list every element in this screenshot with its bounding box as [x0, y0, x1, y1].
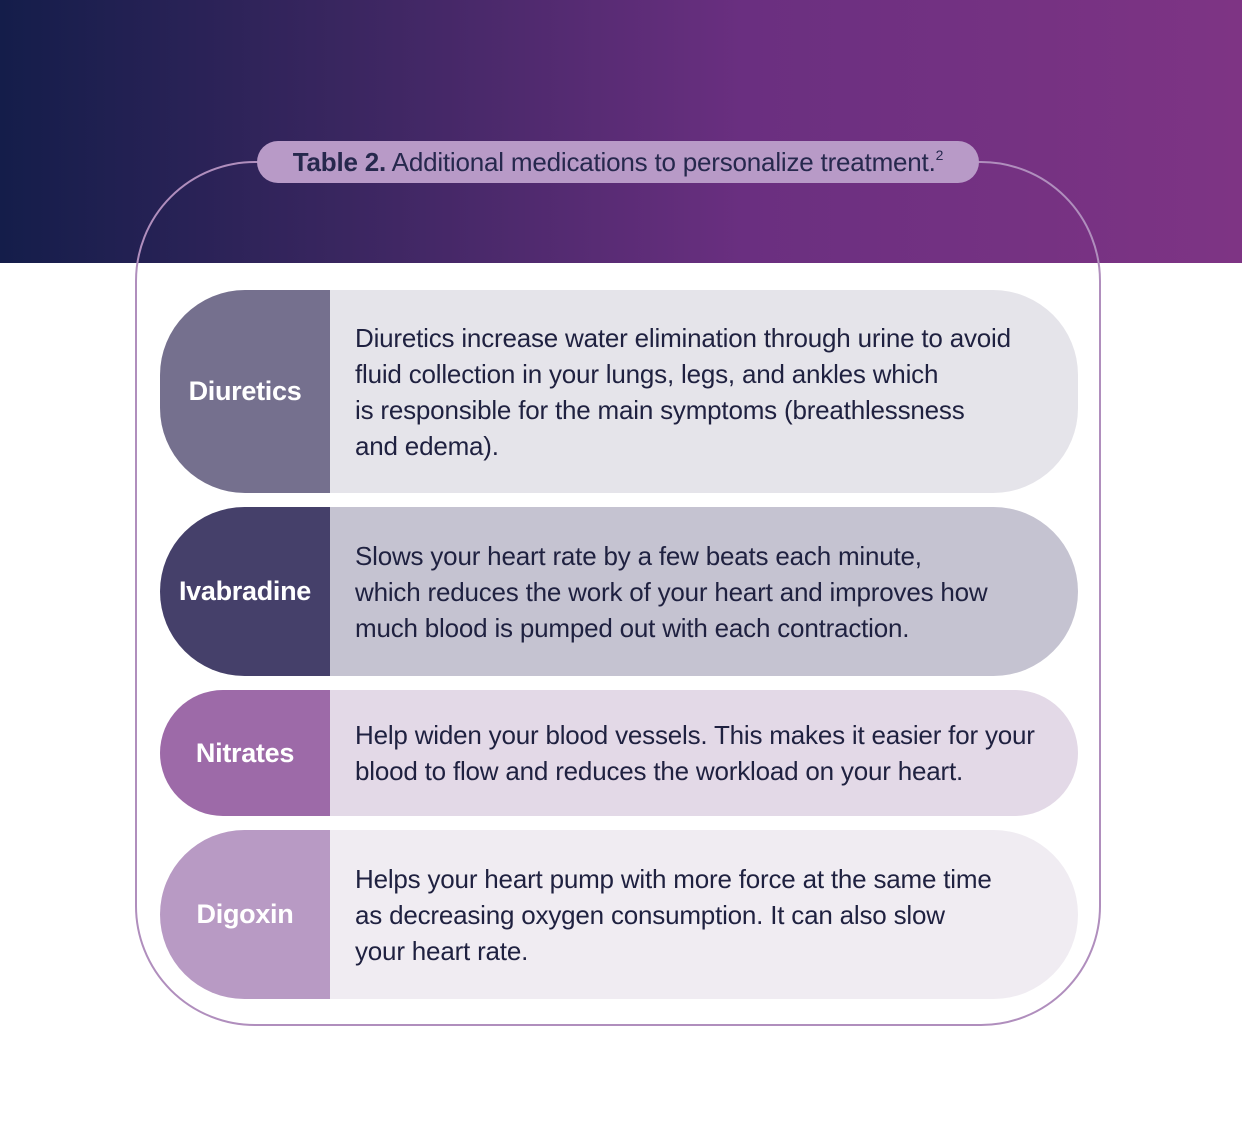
medication-label-diuretics: Diuretics: [160, 290, 330, 493]
medication-description-ivabradine: Slows your heart rate by a few beats each minute, which reduces the work of your heart and improves how much blood is pumped out with each contraction.: [330, 507, 1078, 676]
medication-description-digoxin: Helps your heart pump with more force at the same time as decreasing oxygen consumption. It can also slow your heart rate.: [330, 830, 1078, 999]
medication-label-digoxin: Digoxin: [160, 830, 330, 999]
medication-label-nitrates: Nitrates: [160, 690, 330, 816]
table-title: [257, 141, 979, 183]
medication-label-ivabradine: Ivabradine: [160, 507, 330, 676]
table-title-text: Additional medications to personalize treatment.: [391, 147, 936, 177]
medication-description-nitrates: Help widen your blood vessels. This makes it easier for your blood to flow and reduces the workload on your heart.: [330, 690, 1078, 816]
table-row-ivabradine: [160, 507, 1078, 676]
title-footnote: 2: [935, 147, 944, 163]
table-row-diuretics: [160, 290, 1078, 493]
medication-description-diuretics: Diuretics increase water elimination through urine to avoid fluid collection in your lungs, legs, and ankles which is responsible for the main symptoms (breathlessness and edema).: [330, 290, 1078, 493]
table-row-nitrates: [160, 690, 1078, 816]
table-row-digoxin: [160, 830, 1078, 999]
table-title-label: Table 2.: [292, 147, 387, 177]
